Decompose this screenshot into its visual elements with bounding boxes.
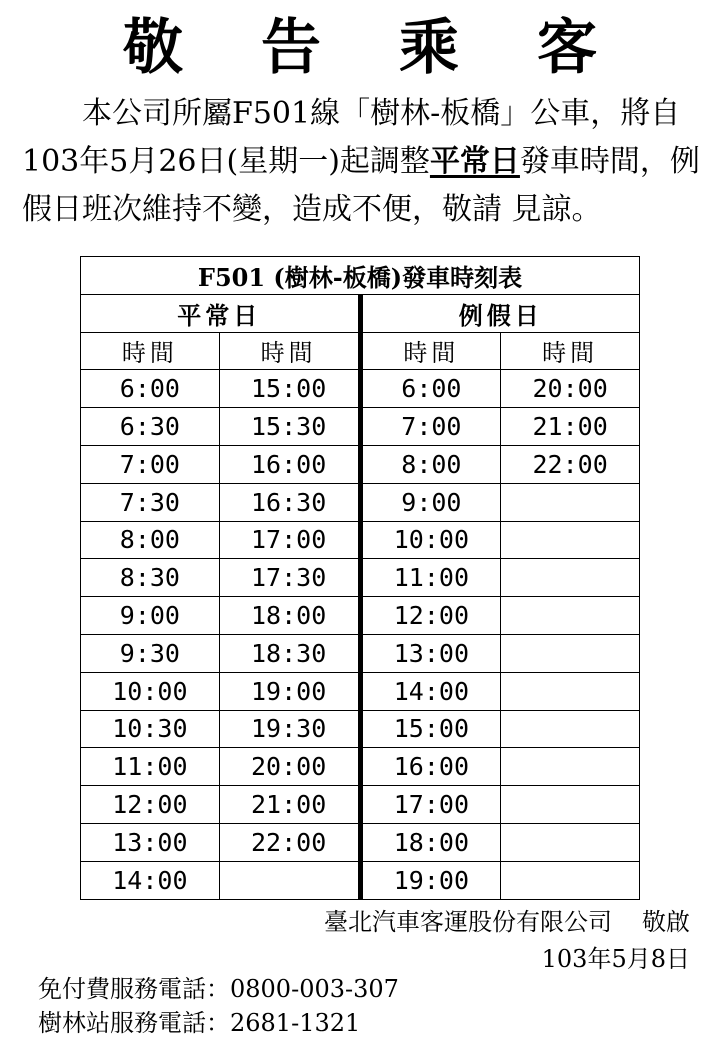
weekday-time-cell: 18:00 xyxy=(219,597,360,635)
station-phone-number: 2681-1321 xyxy=(230,1009,361,1037)
holiday-time-cell xyxy=(501,597,640,635)
holiday-time-cell: 9:00 xyxy=(360,483,501,521)
table-row xyxy=(81,521,640,559)
weekday-time-cell: 6:30 xyxy=(81,408,220,446)
weekday-time-cell: 18:30 xyxy=(219,634,360,672)
weekday-time-cell: 8:30 xyxy=(81,559,220,597)
holiday-time-cell xyxy=(501,559,640,597)
company-name: 臺北汽車客運股份有限公司 xyxy=(324,908,612,936)
contact-phones xyxy=(38,972,399,1040)
weekday-time-cell: 17:30 xyxy=(219,559,360,597)
column-header: 時間 xyxy=(81,332,220,370)
weekday-time-cell: 9:00 xyxy=(81,597,220,635)
notice-text-part2: 發車時間，例假日班次維持不變，造成不便，敬請 見諒。 xyxy=(22,144,700,227)
table-row xyxy=(81,710,640,748)
table-row xyxy=(81,672,640,710)
weekday-time-cell: 7:30 xyxy=(81,483,220,521)
table-row xyxy=(81,597,640,635)
sign-off: 敬啟 xyxy=(642,908,690,936)
group-weekday: 平常日 xyxy=(81,294,361,332)
table-row xyxy=(81,823,640,861)
weekday-time-cell: 15:00 xyxy=(219,370,360,408)
holiday-time-cell: 18:00 xyxy=(360,823,501,861)
publish-date: 103年5月8日 xyxy=(541,945,690,973)
weekday-time-cell: 8:00 xyxy=(81,521,220,559)
weekday-time-cell: 16:00 xyxy=(219,445,360,483)
weekday-time-cell: 14:00 xyxy=(81,861,220,899)
table-row xyxy=(81,483,640,521)
holiday-time-cell: 12:00 xyxy=(360,597,501,635)
holiday-time-cell: 7:00 xyxy=(360,408,501,446)
holiday-time-cell: 8:00 xyxy=(360,445,501,483)
weekday-time-cell: 11:00 xyxy=(81,748,220,786)
weekday-time-cell xyxy=(219,861,360,899)
notice-title: 敬告乘客 xyxy=(123,13,675,83)
weekday-time-cell: 13:00 xyxy=(81,823,220,861)
column-header: 時間 xyxy=(501,332,640,370)
holiday-time-cell xyxy=(501,634,640,672)
tollfree-phone-number: 0800-003-307 xyxy=(230,975,399,1003)
weekday-time-cell: 15:30 xyxy=(219,408,360,446)
holiday-time-cell xyxy=(501,672,640,710)
notice-paragraph xyxy=(22,90,712,234)
weekday-time-cell: 12:00 xyxy=(81,786,220,824)
table-row xyxy=(81,370,640,408)
weekday-time-cell: 7:00 xyxy=(81,445,220,483)
holiday-time-cell: 15:00 xyxy=(360,710,501,748)
weekday-time-cell: 10:00 xyxy=(81,672,220,710)
weekday-time-cell: 22:00 xyxy=(219,823,360,861)
column-header: 時間 xyxy=(360,332,501,370)
station-phone-label: 樹林站服務電話： xyxy=(38,1009,230,1037)
weekday-time-cell: 6:00 xyxy=(81,370,220,408)
holiday-time-cell: 22:00 xyxy=(501,445,640,483)
weekday-time-cell: 17:00 xyxy=(219,521,360,559)
column-header: 時間 xyxy=(219,332,360,370)
holiday-time-cell: 11:00 xyxy=(360,559,501,597)
timetable xyxy=(80,256,640,900)
holiday-time-cell xyxy=(501,786,640,824)
tollfree-phone-label: 免付費服務電話： xyxy=(38,975,230,1003)
notice-emphasis-weekday: 平常日 xyxy=(429,144,520,179)
weekday-time-cell: 21:00 xyxy=(219,786,360,824)
holiday-time-cell xyxy=(501,823,640,861)
holiday-time-cell: 17:00 xyxy=(360,786,501,824)
timetable-body xyxy=(81,370,640,899)
holiday-time-cell: 6:00 xyxy=(360,370,501,408)
holiday-time-cell xyxy=(501,748,640,786)
holiday-time-cell: 16:00 xyxy=(360,748,501,786)
holiday-time-cell: 10:00 xyxy=(360,521,501,559)
weekday-time-cell: 19:30 xyxy=(219,710,360,748)
station-phone-line xyxy=(38,1006,399,1040)
weekday-time-cell: 16:30 xyxy=(219,483,360,521)
tollfree-phone-line xyxy=(38,972,399,1006)
table-row xyxy=(81,559,640,597)
company-signature xyxy=(324,905,690,939)
holiday-time-cell: 19:00 xyxy=(360,861,501,899)
holiday-time-cell: 20:00 xyxy=(501,370,640,408)
weekday-time-cell: 9:30 xyxy=(81,634,220,672)
holiday-time-cell: 21:00 xyxy=(501,408,640,446)
holiday-time-cell xyxy=(501,710,640,748)
table-row xyxy=(81,748,640,786)
holiday-time-cell xyxy=(501,483,640,521)
notice-body xyxy=(22,90,712,234)
timetable-caption: F501 (樹林-板橋)發車時刻表 xyxy=(81,257,640,295)
holiday-time-cell xyxy=(501,521,640,559)
table-row xyxy=(81,861,640,899)
holiday-time-cell: 13:00 xyxy=(360,634,501,672)
table-row xyxy=(81,408,640,446)
holiday-time-cell: 14:00 xyxy=(360,672,501,710)
weekday-time-cell: 19:00 xyxy=(219,672,360,710)
table-row xyxy=(81,786,640,824)
weekday-time-cell: 10:30 xyxy=(81,710,220,748)
notice-text-part1: 本公司所屬F501線「樹林-板橋」公車，將自103年5月26日(星期一)起調整 xyxy=(22,96,681,179)
weekday-time-cell: 20:00 xyxy=(219,748,360,786)
table-row xyxy=(81,634,640,672)
table-row xyxy=(81,445,640,483)
group-holiday: 例假日 xyxy=(360,294,640,332)
holiday-time-cell xyxy=(501,861,640,899)
